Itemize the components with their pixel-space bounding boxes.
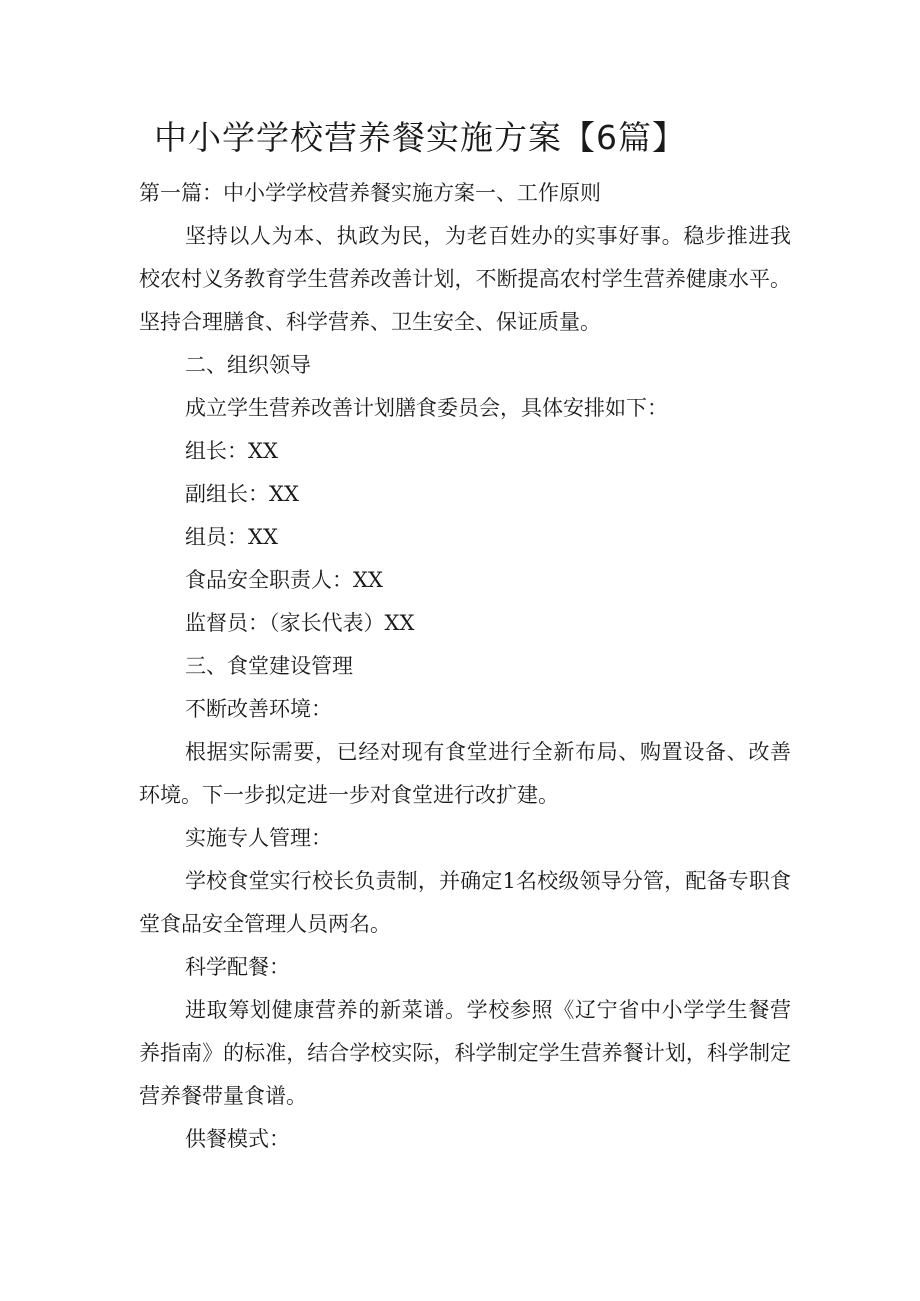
paragraph-principles: 坚持以人为本、执政为民，为老百姓办的实事好事。稳步推进我校农村义务教育学生营养改善计划，不断提高农村学生营养健康水平。坚持合理膳食、科学营养、卫生安全、保证质量。 xyxy=(139,224,791,334)
document-title: 中小学学校营养餐实施方案【6篇】 xyxy=(154,118,686,157)
list-item-supervisor: 监督员：（家长代表）XX xyxy=(185,611,415,635)
list-item-members: 组员：XX xyxy=(185,525,278,549)
list-item-leader: 组长：XX xyxy=(185,439,278,463)
subheading-supply-mode: 供餐模式： xyxy=(185,1127,290,1151)
paragraph-meal-planning: 进取筹划健康营养的新菜谱。学校参照《辽宁省中小学学生餐营养指南》的标准，结合学校实际，科学制定学生营养餐计划，科学制定营养餐带量食谱。 xyxy=(139,998,791,1108)
list-item-food-safety-officer: 食品安全职责人：XX xyxy=(185,568,383,592)
section-heading-canteen: 三、食堂建设管理 xyxy=(185,654,353,678)
paragraph-committee: 成立学生营养改善计划膳食委员会，具体安排如下： xyxy=(185,396,668,420)
subheading-meal-planning: 科学配餐： xyxy=(185,955,290,979)
section-heading-organization: 二、组织领导 xyxy=(185,353,311,377)
subheading-environment: 不断改善环境： xyxy=(185,697,332,721)
document-body xyxy=(139,172,791,1161)
paragraph-environment: 根据实际需要，已经对现有食堂进行全新布局、购置设备、改善环境。下一步拟定进一步对食堂进行改扩建。 xyxy=(139,740,791,807)
list-item-deputy-leader: 副组长：XX xyxy=(185,482,299,506)
chapter-heading: 第一篇：中小学学校营养餐实施方案一、工作原则 xyxy=(139,181,601,205)
subheading-management: 实施专人管理： xyxy=(185,826,332,850)
paragraph-management: 学校食堂实行校长负责制，并确定1名校级领导分管，配备专职食堂食品安全管理人员两名。 xyxy=(139,869,791,936)
